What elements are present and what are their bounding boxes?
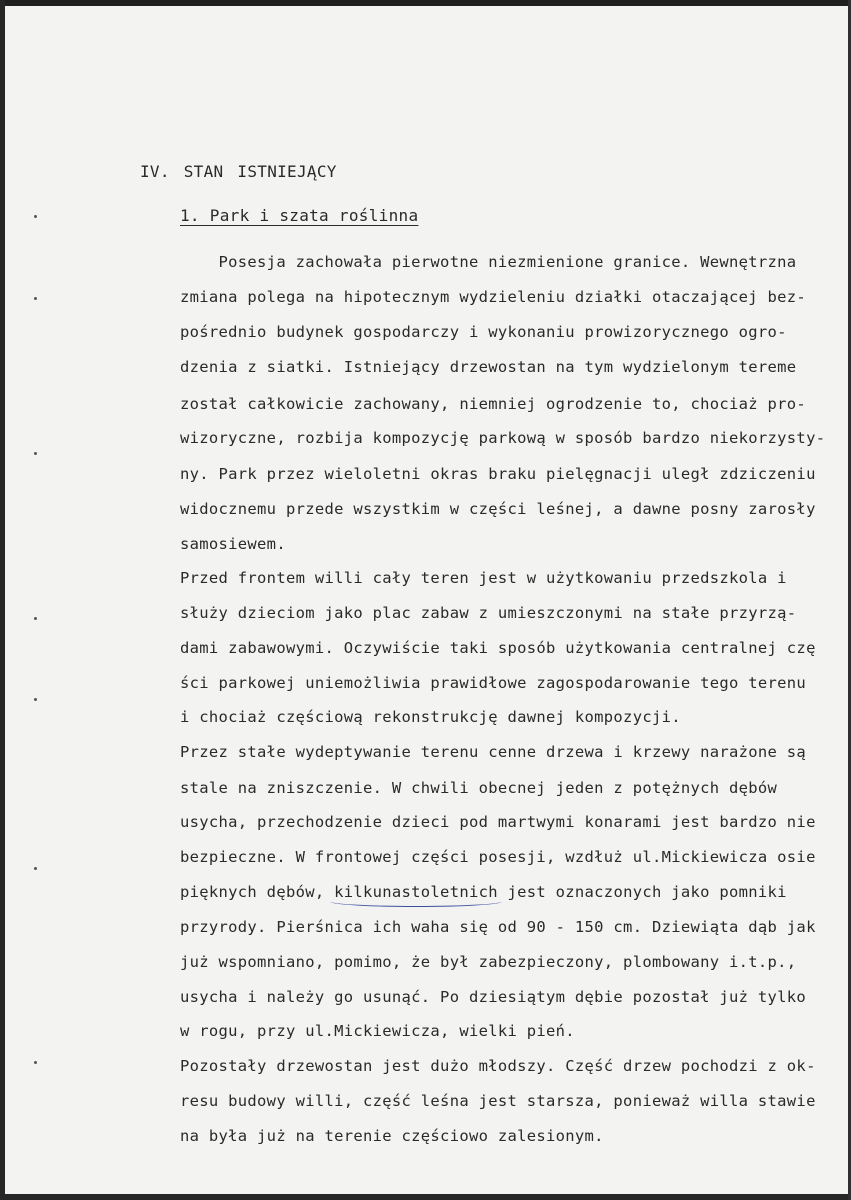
text-line: zmiana polega na hipotecznym wydzieleniu działki otaczającej bez- xyxy=(180,288,807,306)
text-line: i chociaż częściową rekonstrukcję dawnej kompozycji. xyxy=(180,708,681,726)
scan-border-top xyxy=(0,0,851,6)
text-line: samosiewem. xyxy=(180,535,286,553)
margin-dot xyxy=(34,215,37,218)
text-line: został całkowicie zachowany, niemniej ogrodzenie to, chociaż pro- xyxy=(180,395,807,413)
scan-border-left xyxy=(0,0,5,1200)
text-line: Przed frontem willi cały teren jest w użytkowaniu przedszkola i xyxy=(180,569,787,587)
margin-dot xyxy=(34,698,37,701)
text-line: usycha i należy go usunąć. Po dziesiątym dębie pozostał już tylko xyxy=(180,988,807,1006)
margin-dot xyxy=(34,617,37,620)
text-line: w rogu, przy ul.Mickiewicza, wielki pień. xyxy=(180,1022,575,1040)
section-heading: IV. STAN ISTNIEJĄCY xyxy=(140,162,337,181)
text-segment: jest oznaczonych jako pomniki xyxy=(497,883,787,901)
margin-dot xyxy=(34,867,37,870)
text-segment: pięknych dębów, xyxy=(180,883,335,901)
text-line: pośrednio budynek gospodarczy i wykonaniu prowizorycznego ogro- xyxy=(180,323,787,341)
text-line: już wspomniano, pomimo, że był zabezpieczony, plombowany i.t.p., xyxy=(180,953,797,971)
text-line: resu budowy willi, część leśna jest starsza, ponieważ willa stawie xyxy=(180,1092,816,1110)
text-line: przyrody. Pierśnica ich waha się od 90 - 150 cm. Dziewiąta dąb jak xyxy=(180,918,816,936)
handwritten-circled-word: kilkunastoletnich xyxy=(334,883,498,901)
margin-dot xyxy=(34,452,37,455)
text-line: Przez stałe wydeptywanie terenu cenne drzewa i krzewy narażone są xyxy=(180,743,807,761)
text-line: stale na zniszczenie. W chwili obecnej jeden z potężnych dębów xyxy=(180,779,778,797)
text-line: wizoryczne, rozbija kompozycję parkową w sposób bardzo niekorzysty- xyxy=(180,429,826,447)
text-line: na była już na terenie częściowo zalesionym. xyxy=(180,1127,604,1145)
text-line: ści parkowej uniemożliwia prawidłowe zagospodarowanie tego terenu xyxy=(180,674,807,692)
subsection-heading: 1. Park i szata roślinna xyxy=(180,206,419,225)
text-line: służy dzieciom jako plac zabaw z umieszczonymi na stałe przyrzą- xyxy=(180,604,797,622)
text-line: ny. Park przez wieloletni okras braku pielęgnacji uległ zdziczeniu xyxy=(180,465,816,483)
text-line: widocznemu przede wszystkim w części leśnej, a dawne posny zarosły xyxy=(180,500,816,518)
text-line-annotated xyxy=(180,882,787,902)
text-line: dzenia z siatki. Istniejący drzewostan na tym wydzielonym tereme xyxy=(180,358,797,376)
scan-border-bottom xyxy=(0,1194,851,1200)
text-line: dami zabawowymi. Oczywiście taki sposób użytkowania centralnej czę xyxy=(180,639,816,657)
text-line: Pozostały drzewostan jest dużo młodszy. Część drzew pochodzi z ok- xyxy=(180,1057,816,1075)
text-line: Posesja zachowała pierwotne niezmienione granice. Wewnętrzna xyxy=(180,253,797,271)
text-line: bezpieczne. W frontowej części posesji, wzdłuż ul.Mickiewicza osie xyxy=(180,848,816,866)
margin-dot xyxy=(34,297,37,300)
text-line: usycha, przechodzenie dzieci pod martwymi konarami jest bardzo nie xyxy=(180,813,816,831)
margin-dot xyxy=(34,1061,37,1064)
